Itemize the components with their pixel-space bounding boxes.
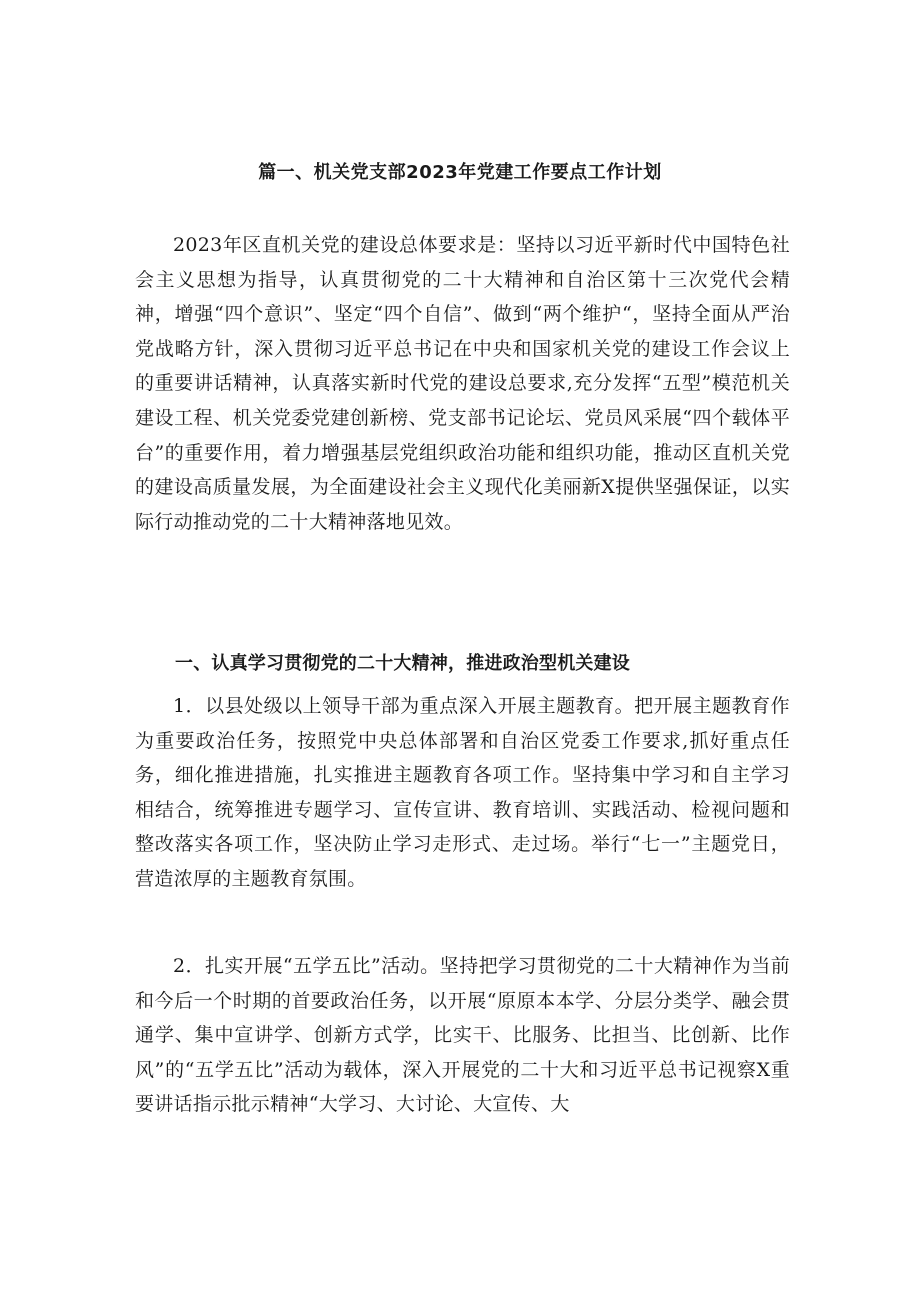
section-heading: 一、认真学习贯彻党的二十大精神，推进政治型机关建设 (175, 653, 630, 674)
document-title: 篇一、机关党支部2023年党建工作要点工作计划 (258, 162, 662, 183)
intro-paragraph: 2023年区直机关党的建设总体要求是：坚持以习近平新时代中国特色社会主义思想为指导，认真贯彻党的二十大精神和自治区第十三次党代会精神，增强“四个意识”、坚定“四个自信”、做到“两个维护“，坚持全面从严治党战略方针，深入贯彻习近平总书记在中央和国家机关党的建设工作会议上的重要讲话精神，认真落实新时代党的建设总要求,充分发挥“五型”模范机关建设工程、机关党委党建创新榜、党支部书记论坛、党员风采展“四个载体平台”的重要作用，着力增强基层党组织政治功能和组织功能，推动区直机关党的建设高质量发展，为全面建设社会主义现代化美丽新X提供坚强保证，以实际行动推动党的二十大精神落地见效。 (135, 234, 790, 533)
item-2-paragraph: 2．扎实开展“五学五比”活动。坚持把学习贯彻党的二十大精神作为当前和今后一个时期的首要政治任务，以开展“原原本本学、分层分类学、融会贯通学、集中宣讲学、创新方式学，比实干、比服务、比担当、比创新、比作风”的“五学五比”活动为载体，深入开展党的二十大和习近平总书记视察X重要讲话指示批示精神“大学习、大讨论、大宣传、大 (135, 955, 790, 1116)
item-1-paragraph: 1．以县处级以上领导干部为重点深入开展主题教育。把开展主题教育作为重要政治任务，按照党中央总体部署和自治区党委工作要求,抓好重点任务，细化推进措施，扎实推进主题教育各项工作。坚持集中学习和自主学习相结合，统筹推进专题学习、宣传宣讲、教育培训、实践活动、检视问题和整改落实各项工作，坚决防止学习走形式、走过场。举行“七一”主题党日，营造浓厚的主题教育氛围。 (135, 695, 790, 890)
